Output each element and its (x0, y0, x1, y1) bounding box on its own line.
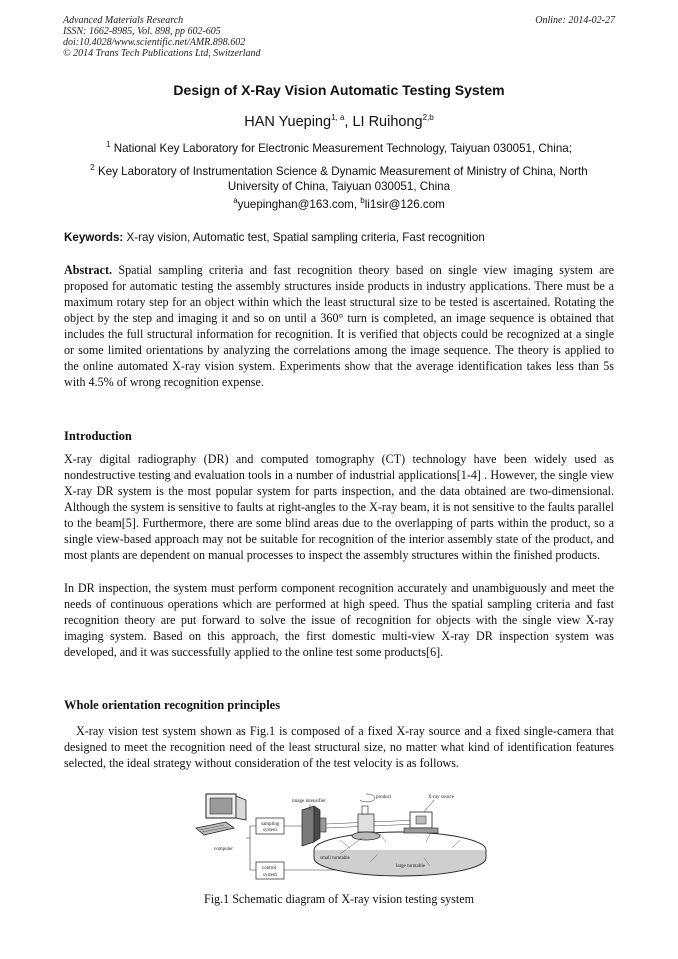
small-turntable-product-icon (352, 794, 380, 840)
paper-title: Design of X-Ray Vision Automatic Testing System (173, 82, 505, 98)
label-control-2: system (263, 873, 277, 878)
author-1-affiliation-mark: 1, a (331, 113, 345, 122)
issn-line: ISSN: 1662-8985, Vol. 898, pp 602-605 (63, 26, 221, 37)
label-image-intensifier: image intensifier (292, 799, 326, 804)
xray-source-pointer (424, 800, 434, 812)
keywords-text: X-ray vision, Automatic test, Spatial sampling criteria, Fast recognition (123, 231, 485, 244)
online-date: Online: 2014-02-27 (535, 15, 615, 26)
label-control-1: control (262, 866, 277, 871)
introduction-heading: Introduction (64, 429, 132, 443)
doi-line: doi:10.4028/www.scientific.net/AMR.898.602 (63, 37, 246, 48)
affiliation-2-text: Key Laboratory of Instrumentation Science & Dynamic Measurement of Ministry of China, North University of China, Taiyuan 030051, China (94, 164, 588, 193)
keywords-line (64, 231, 614, 244)
label-sampling-1: sampling (261, 822, 280, 827)
affiliation-1-mark: 1 (106, 140, 111, 149)
email-line (0, 196, 678, 211)
label-xray-source: X-ray source (428, 795, 454, 800)
author-separator: , (344, 113, 353, 130)
introduction-paragraph-2: In DR inspection, the system must perform component recognition accurately and unambiguously and meet the needs of continuous operations which are performed at high speed. Thus the spatial sampling criteria and fast recognition theory are put forward to solve the issue of recognition for objects with the single view X-ray imaging system. Based on this approach, the first domestic multi-view X-ray DR inspection system was developed, and it was successfully applied to the online test some products[6]. (64, 581, 614, 659)
label-computer: computer (214, 847, 233, 852)
keywords-label: Keywords: (64, 231, 124, 244)
author-2-affiliation-mark: 2,b (422, 113, 434, 122)
journal-name: Advanced Materials Research (63, 15, 184, 26)
affiliation-2 (64, 160, 614, 194)
email-b-mark: b (360, 196, 365, 205)
email-b[interactable]: li1sir@126.com (364, 197, 445, 211)
label-product: product (376, 795, 392, 800)
affiliation-1 (64, 137, 614, 156)
journal-metadata (63, 15, 261, 59)
xray-source-icon (404, 812, 438, 833)
affiliation-1-text: National Key Laboratory for Electronic Measurement Technology, Taiyuan 030051, China; (110, 141, 572, 155)
label-small-turntable: small turntable (320, 856, 350, 861)
principles-heading: Whole orientation recognition principles (64, 698, 281, 712)
principles-paragraph-1: X-ray vision test system shown as Fig.1 is composed of a fixed X-ray source and a fixed single-camera that designed to meet the recognition need of the least structural size, no matter what kind of identification features selected, the ideal strategy without consideration of the test velocity is as follows. (64, 724, 618, 770)
label-sampling-2: system (263, 828, 277, 833)
copyright-line: © 2014 Trans Tech Publications Ltd, Switzerland (63, 48, 261, 59)
abstract-paragraph (64, 262, 614, 390)
large-turntable-icon (314, 832, 486, 876)
computer-icon (196, 794, 246, 835)
figure-caption: Fig.1 Schematic diagram of X-ray vision testing system (203, 892, 475, 906)
introduction-paragraph-1: X-ray digital radiography (DR) and computed tomography (CT) technology have been widely used as nondestructive testing and evaluation tools in a number of industrial applications[1-4] . However, the single view X-ray DR system is the most popular system for parts inspection, and the data obtained are two-dimensional. Although the system is sensitive to faults at right-angles to the X-ray beam, it is not sensitive to the faults parallel to the beam[5]. Furthermore, there are some blind areas due to the overlapping of parts within the product, so a single view-based approach may not be suitable for recognition of the interior assembly state of the product, and most plants are dependent on manual processes to inspect the assembly structures within the finished products. (64, 452, 614, 562)
abstract-text: Spatial sampling criteria and fast recognition theory based on single view imaging system are proposed for automatic testing the assembly structures inside products in industry applications. There must be a maximum rotary step for an object within which the least structural size to be tested is ascertained. Rotating the object by the step and imaging it and so on until a 360° turn is completed, an image sequence is obtained that includes the full structural information for recognition. It is verified that objects could be recognized at a single or some limited orientations by analyzing the correlations among the image sequence. The theory is applied to the online automated X-ray vision system. Experiments show that the average identification takes less than 5s with 4.5% of wrong recognition expense. (64, 263, 614, 389)
label-large-turntable: large turntable (396, 864, 425, 869)
affiliation-2-mark: 2 (90, 163, 95, 172)
author-1: HAN Yueping (244, 113, 332, 130)
abstract-label: Abstract. (64, 263, 113, 277)
system-schematic-figure (190, 788, 490, 888)
email-a[interactable]: yuepinghan@163.com, (237, 197, 361, 211)
author-2: LI Ruihong (352, 113, 423, 130)
image-intensifier-icon (302, 806, 326, 846)
author-line (0, 113, 678, 130)
email-a-mark: a (233, 196, 238, 205)
